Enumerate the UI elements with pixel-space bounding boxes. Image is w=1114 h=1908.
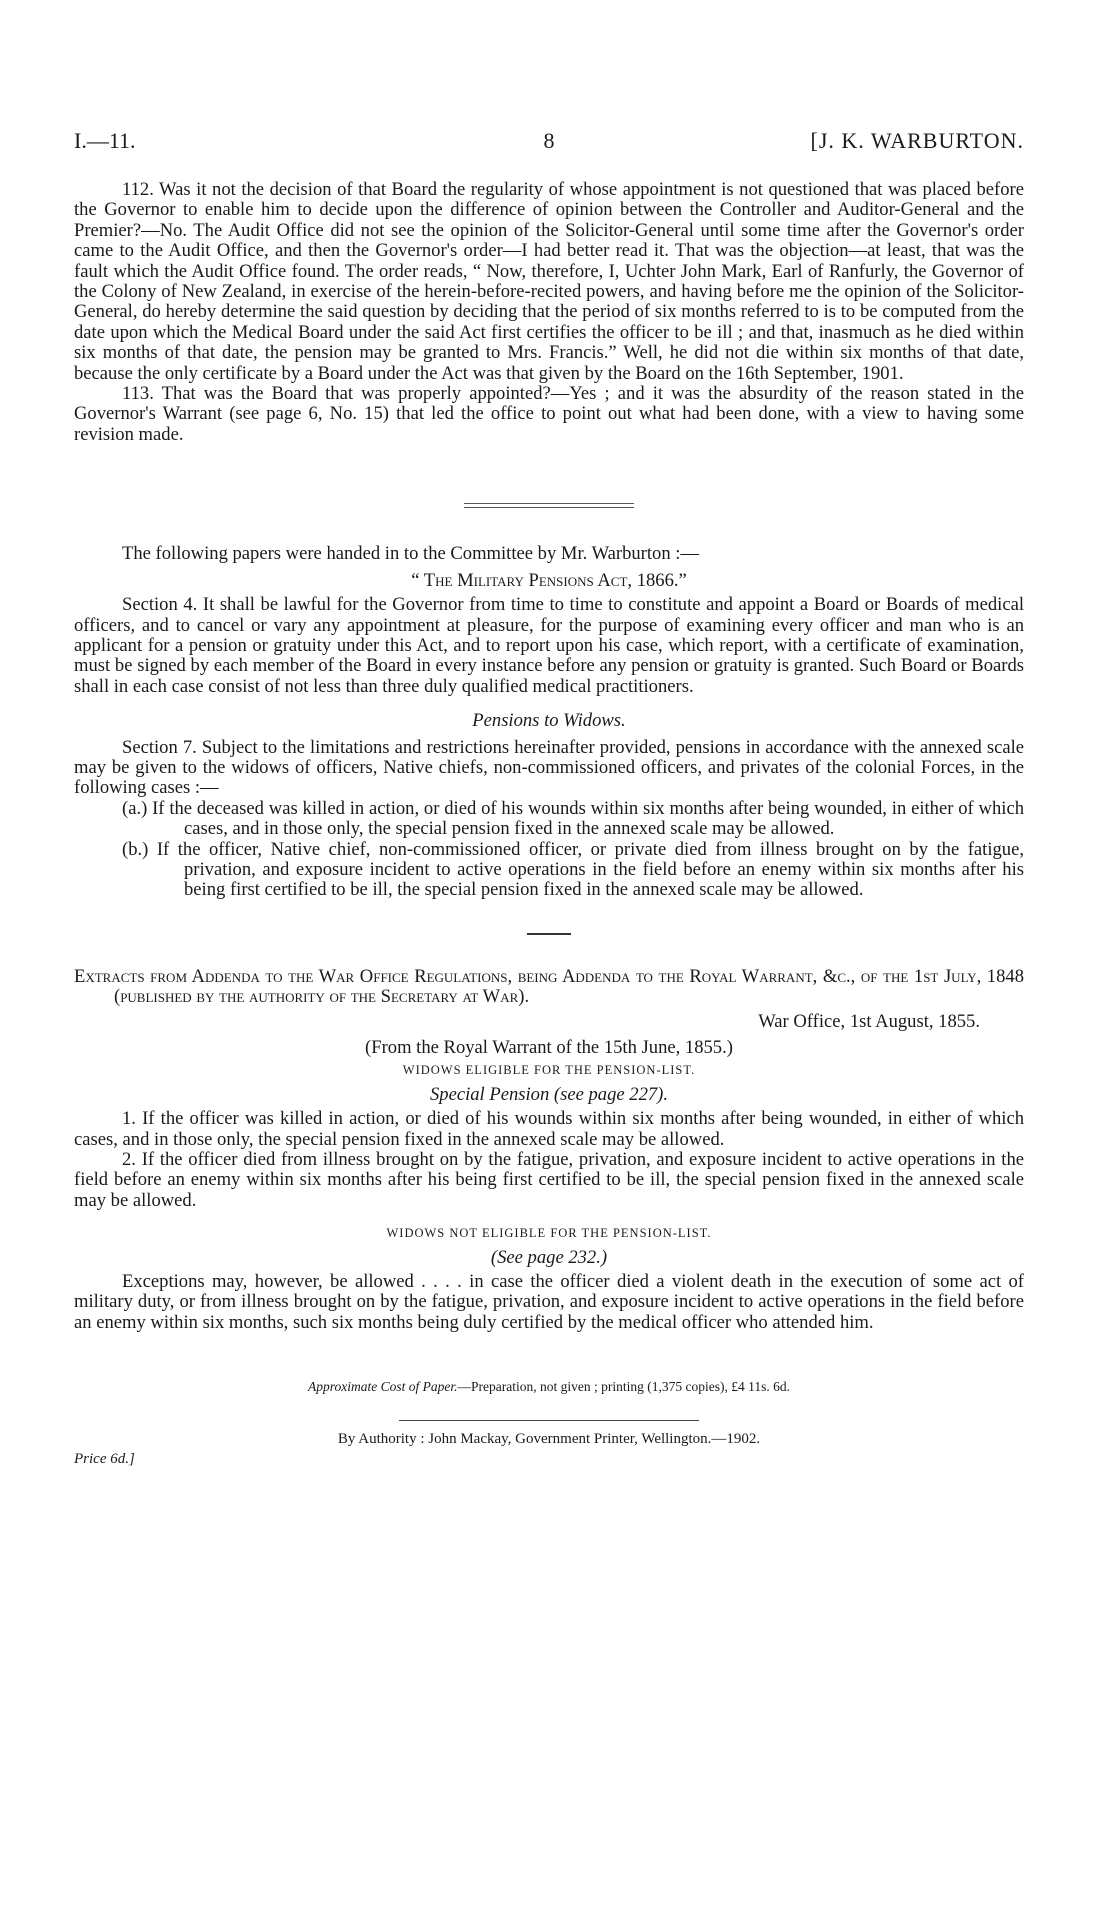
eligible-item-1: 1. If the officer was killed in action, or died of his wounds within six months after being wounded, in either of which cases, and in those only, the special pension fixed in the annexed scale may be allowed. xyxy=(74,1108,1024,1150)
cost-of-paper xyxy=(74,1377,1024,1397)
witness-name: [J. K. WARBURTON. xyxy=(810,128,1024,153)
document-page xyxy=(74,128,1024,1469)
question-112: 112. Was it not the decision of that Board the regularity of whose appointment is not questioned that was placed before the Governor to enable him to decide upon the difference of opinion between the Controller and Auditor-General and the Premier?—No. The Audit Office did not see the opinion of the Solicitor-General until some time after the Governor's order came to the Audit Office, and then the Governor's order—I had better read it. That was the objection—at least, that was the fault which the Audit Office found. The order reads, “ Now, therefore, I, Uchter John Mark, Earl of Ranfurly, the Governor of the Colony of New Zealand, in exercise of the herein-before-recited powers, and having before me the opinion of the Solicitor-General, do hereby determine the said question by deciding that the period of six months referred to is to be computed from the date upon which the Medical Board under the said Act first certifies the officer to be ill ; and that, inasmuch as he died within six months of that date, the pension may be granted to Mrs. Francis.” Well, he did not die within six months of that date, because the only certificate by a Board under the Act was that given by the Board on the 16th September, 1901. xyxy=(74,179,1024,384)
exceptions-paragraph: Exceptions may, however, be allowed . . . . in case the officer died a violent death in the execution of some act of military duty, or from illness brought on by the fatigue, privation, and exposure incident to active operations in the field before an enemy within six months, such six months being duly certified by the medical officer who attended him. xyxy=(74,1271,1024,1333)
question-113: 113. That was the Board that was properly appointed?—Yes ; and it was the absurdity of the reason stated in the Governor's Warrant (see page 6, No. 15) that led the office to point out what had been done, with a view to having some revision made. xyxy=(74,383,1024,445)
section-4: Section 4. It shall be lawful for the Governor from time to time to constitute and appoint a Board or Boards of medical officers, and to cancel or vary any appointment at pleasure, for the purpose of examining every officer and man who is an applicant for a pension or gratuity under this Act, and to report upon his case, which report, with a certificate of examination, must be signed by each member of the Board in every instance before any pension or gratuity is granted. Such Board or Boards shall in each case consist of not less than three duly qualified medical practitioners. xyxy=(74,594,1024,697)
case-b: (b.) If the officer, Native chief, non-commissioned officer, or private died from illness brought on by the fatigue, privation, and exposure incident to active operations in the field before an enemy within six months after his being first certified to be ill, the special pension fixed in the annexed scale may be allowed. xyxy=(122,838,1024,901)
section-7: Section 7. Subject to the limitations and restrictions hereinafter provided, pensions in accordance with the annexed scale may be given to the widows of officers, Native chiefs, non-commissioned officers, and privates of the colonial Forces, in the following cases :— xyxy=(74,736,1024,799)
widows-heading: Pensions to Widows. xyxy=(472,710,626,732)
cost-text: —Preparation, not given ; printing (1,375 copies), £4 11s. 6d. xyxy=(457,1379,790,1395)
page-header xyxy=(74,128,1024,158)
eligible-heading: WIDOWS ELIGIBLE FOR THE PENSION-LIST. xyxy=(402,1063,696,1078)
extracts-title: Extracts from Addenda to the War Office Regulations, being Addenda to the Royal Warrant, &c., of the 1st July, 1848 (published by the authority of the Secretary at War). xyxy=(74,965,1024,1008)
special-pension-heading: Special Pension (see page 227). xyxy=(429,1083,669,1105)
extracts-dateline: War Office, 1st August, 1855. xyxy=(758,1010,980,1032)
papers-intro: The following papers were handed in to the Committee by Mr. Warburton :— xyxy=(122,543,700,565)
act-title: “ The Military Pensions Act, 1866.” xyxy=(411,569,687,591)
price: Price 6d.] xyxy=(74,1450,135,1467)
paper-reference: I.—11. xyxy=(74,128,136,153)
not-eligible-heading: WIDOWS NOT ELIGIBLE FOR THE PENSION-LIST. xyxy=(386,1226,712,1241)
see-page-reference: (See page 232.) xyxy=(490,1246,608,1268)
eligible-item-2: 2. If the officer died from illness brought on by the fatigue, privation, and exposure incident to active operations in the field before an enemy within six months after his being first certified to be ill, the special pension fixed in the annexed scale may be allowed. xyxy=(74,1149,1024,1211)
page-number: 8 xyxy=(543,128,555,153)
case-a: (a.) If the deceased was killed in action, or died of his wounds within six months after being wounded, in either of which cases, and in those only, the special pension fixed in the annexed scale may be allowed. xyxy=(122,797,1024,840)
cost-label: Approximate Cost of Paper. xyxy=(308,1379,458,1395)
royal-warrant-reference: (From the Royal Warrant of the 15th June, 1855.) xyxy=(365,1037,733,1058)
printer-authority: By Authority : John Mackay, Government Printer, Wellington.—1902. xyxy=(337,1430,761,1447)
